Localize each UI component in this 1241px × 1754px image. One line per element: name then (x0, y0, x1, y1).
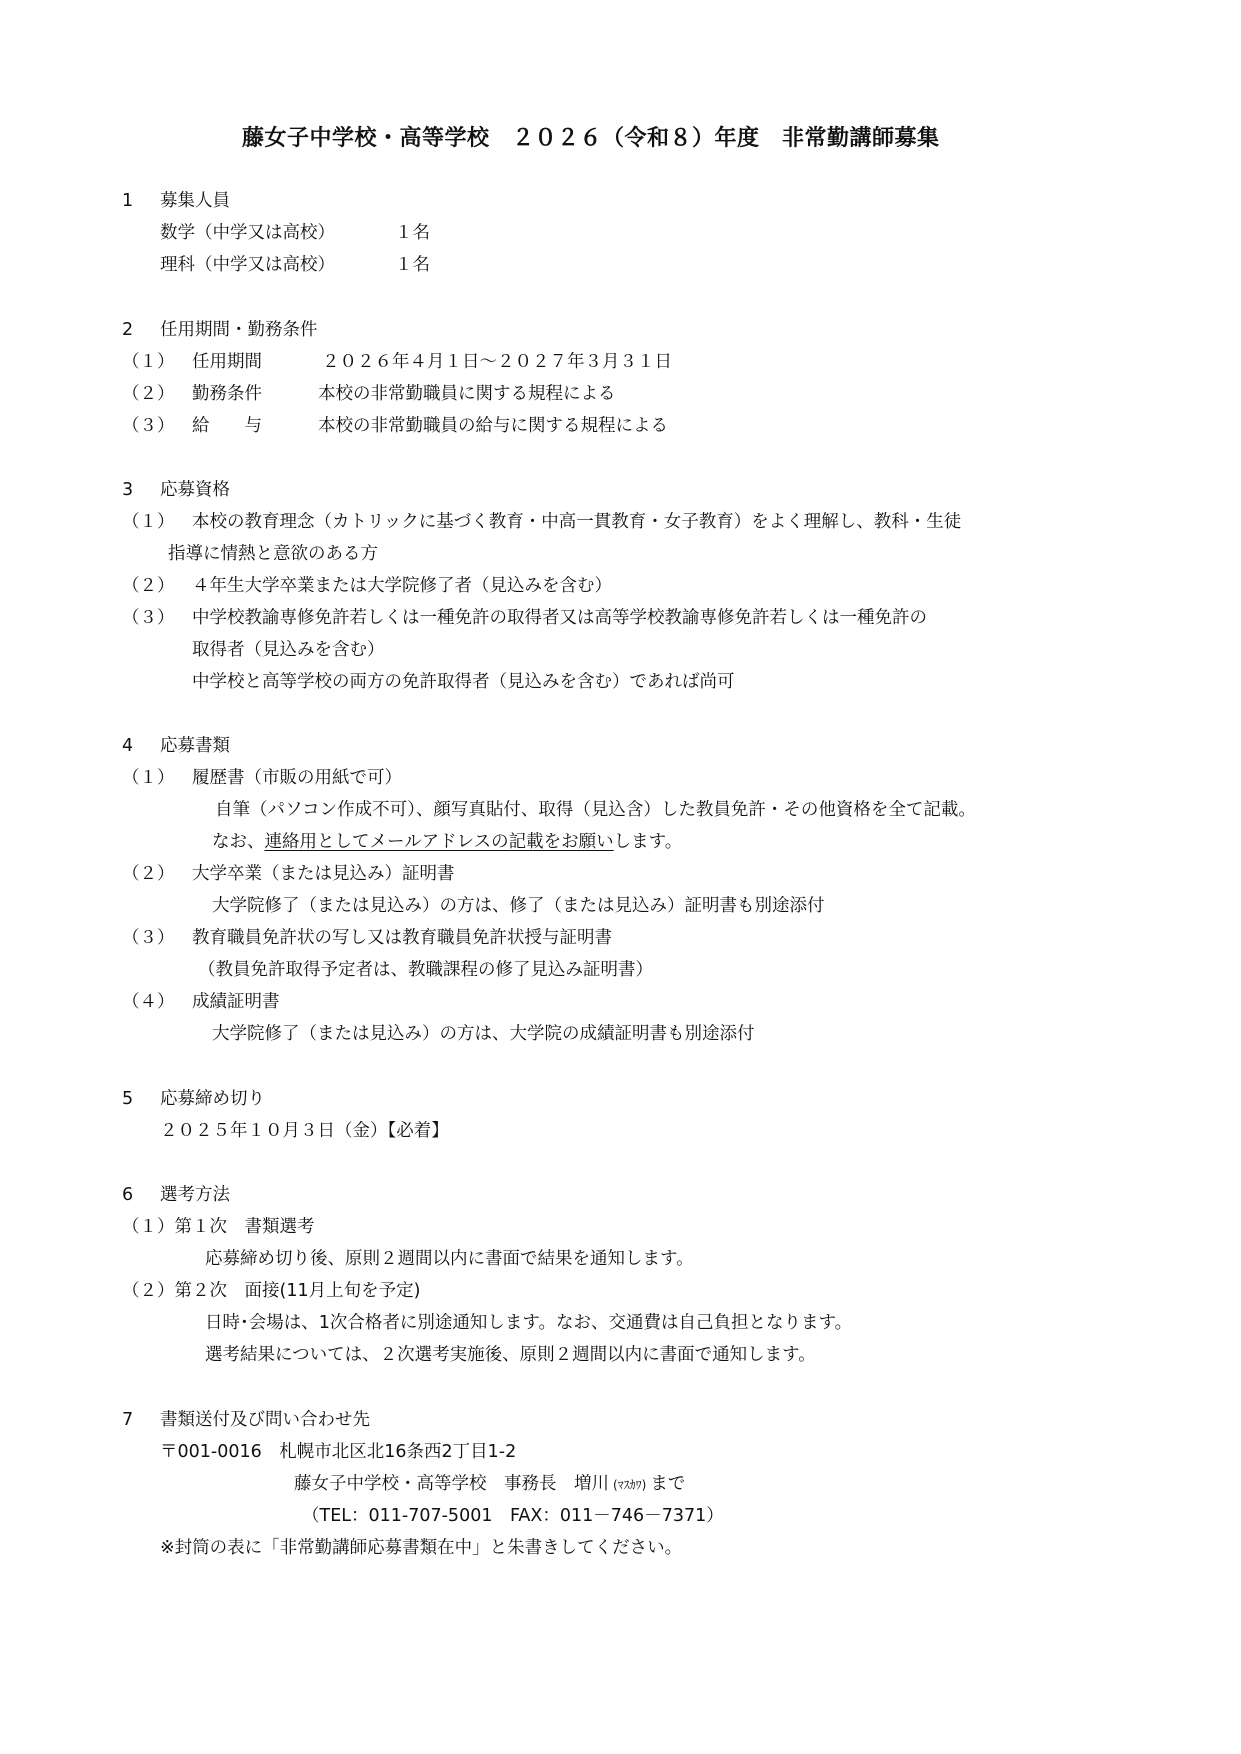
envelope-note: ※封筒の表に「非常勤講師応募書類在中」と朱書きしてください。 (160, 1538, 683, 1558)
section-6-number: 6 (122, 1185, 134, 1205)
doc-4-detail-1: 大学院修了（または見込み）の方は、大学院の成績証明書も別途添付 (212, 1024, 755, 1044)
contact-person-suffix: まで (650, 1474, 686, 1494)
conditions-value: 本校の非常勤職員に関する規程による (318, 384, 616, 404)
conditions-label: 勤務条件 (192, 384, 262, 404)
selection-1-detail: 応募締め切り後、原則２週間以内に書面で結果を通知します。 (205, 1249, 694, 1269)
section-5-heading: 応募締め切り (160, 1089, 265, 1109)
salary-label: 給 与 (192, 416, 262, 436)
section-3-heading: 応募資格 (160, 480, 230, 500)
qual-1-no: （１） (122, 512, 175, 532)
section-1-number: 1 (122, 191, 134, 211)
doc-4-no: （４） (122, 992, 175, 1012)
salary-value: 本校の非常勤職員の給与に関する規程による (318, 416, 668, 436)
recruit-subject-math: 数学（中学又は高校） (160, 223, 335, 243)
qual-2-no: （２） (122, 576, 175, 596)
section-4-number: 4 (122, 736, 134, 756)
qual-3-line-1: 中学校教諭専修免許若しくは一種免許の取得者又は高等学校教諭専修免許若しくは一種免許の (192, 608, 927, 628)
section-3-number: 3 (122, 480, 134, 500)
conditions-no: （２） (122, 384, 175, 404)
section-7-heading: 書類送付及び問い合わせ先 (160, 1410, 370, 1430)
term-value: ２０２６年４月１日～２０２７年３月３１日 (322, 352, 672, 372)
selection-2-detail-1: 日時･会場は、1次合格者に別途通知します。なお、交通費は自己負担となります。 (205, 1313, 853, 1333)
qual-3-line-2: 取得者（見込みを含む） (192, 640, 385, 660)
doc-3-detail-1: （教員免許取得予定者は、教職課程の修了見込み証明書） (198, 960, 653, 980)
contact-person (294, 1476, 685, 1494)
postal-address: 〒001-0016 札幌市北区北16条西2丁目1-2 (160, 1442, 517, 1462)
recruit-count-science: １名 (395, 255, 430, 275)
qual-1-line-1: 本校の教育理念（カトリックに基づく教育・中高一貫教育・女子教育）をよく理解し、教科・生徒 (192, 512, 962, 532)
email-request-underlined: 連絡用としてメールアドレスの記載をお願い (264, 832, 614, 852)
doc-2-detail-1: 大学院修了（または見込み）の方は、修了（または見込み）証明書も別途添付 (212, 896, 825, 916)
doc-1-detail-2 (212, 834, 682, 852)
selection-2-title: （２）第２次 面接(11月上旬を予定) (122, 1281, 421, 1301)
doc-2-no: （２） (122, 864, 175, 884)
section-2-number: 2 (122, 320, 134, 340)
qual-2-line-1: ４年生大学卒業または大学院修了者（見込みを含む） (192, 576, 612, 596)
doc-2-title: 大学卒業（または見込み）証明書 (192, 864, 455, 884)
page-title: 藤女子中学校・高等学校 ２０２６（令和８）年度 非常勤講師募集 (242, 126, 940, 151)
qual-3-line-3: 中学校と高等学校の両方の免許取得者（見込みを含む）であれば尚可 (192, 672, 735, 692)
section-7-number: 7 (122, 1410, 134, 1430)
doc-3-title: 教育職員免許状の写し又は教育職員免許状授与証明書 (192, 928, 612, 948)
doc-1-detail-2-suffix: します。 (613, 832, 683, 852)
selection-2-detail-2: 選考結果については、２次選考実施後、原則２週間以内に書面で通知します。 (205, 1345, 816, 1365)
doc-3-no: （３） (122, 928, 175, 948)
recruit-count-math: １名 (395, 223, 430, 243)
section-4-heading: 応募書類 (160, 736, 230, 756)
deadline-date: ２０２５年１０月３日（金）【必着】 (160, 1121, 449, 1141)
recruit-subject-science: 理科（中学又は高校） (160, 255, 335, 275)
qual-1-line-2: 指導に情熱と意欲のある方 (168, 544, 378, 564)
section-5-number: 5 (122, 1089, 134, 1109)
contact-person-reading: (ﾏｽｶﾜ) (613, 1478, 647, 1492)
doc-1-no: （１） (122, 768, 175, 788)
section-1-heading: 募集人員 (160, 191, 230, 211)
doc-1-detail-1: 自筆（パソコン作成不可）、顔写真貼付、取得（見込含）した教員免許・その他資格を全て記載。 (215, 800, 976, 820)
term-no: （１） (122, 352, 175, 372)
section-2-heading: 任用期間・勤務条件 (160, 320, 318, 340)
selection-1-title: （１）第１次 書類選考 (122, 1217, 315, 1237)
term-label: 任用期間 (192, 352, 262, 372)
contact-person-main: 藤女子中学校・高等学校 事務長 増川 (294, 1474, 609, 1494)
doc-4-title: 成績証明書 (192, 992, 280, 1012)
doc-1-title: 履歴書（市販の用紙で可） (192, 768, 402, 788)
phone-fax: （TEL：011-707-5001 FAX：011－746－7371） (302, 1506, 724, 1526)
section-6-heading: 選考方法 (160, 1185, 230, 1205)
qual-3-no: （３） (122, 608, 175, 628)
doc-1-detail-2-prefix: なお、 (212, 832, 265, 852)
salary-no: （３） (122, 416, 175, 436)
